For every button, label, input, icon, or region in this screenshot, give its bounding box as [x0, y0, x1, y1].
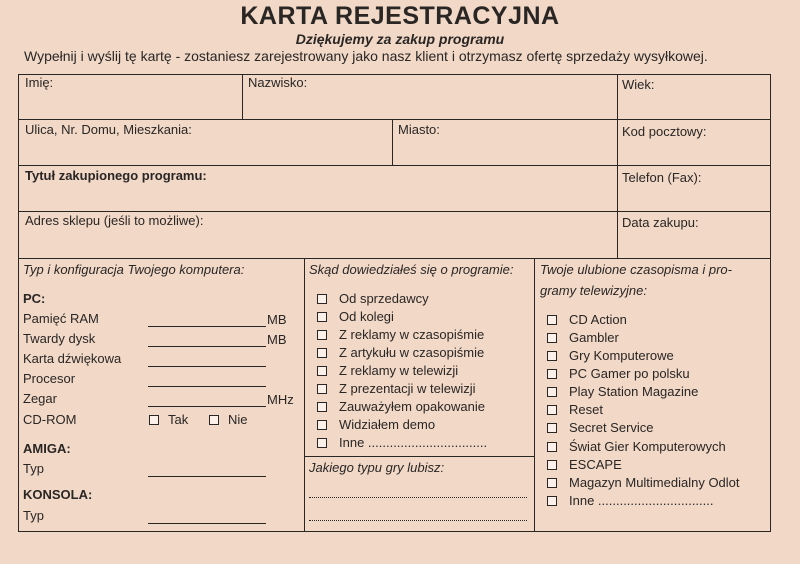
checkbox[interactable]: [317, 366, 327, 376]
checkbox[interactable]: [547, 351, 557, 361]
source-option[interactable]: [317, 327, 484, 342]
option-label: Widziałem demo: [339, 417, 436, 432]
amiga-type-input[interactable]: [148, 476, 266, 477]
row-divider: [18, 211, 771, 212]
option-label: Z artykułu w czasopiśmie: [339, 345, 485, 360]
col-divider: [304, 258, 305, 532]
cpu-label: Procesor: [23, 371, 76, 386]
clock-label: Zegar: [23, 391, 57, 406]
magazine-option[interactable]: [547, 312, 627, 327]
magazine-option[interactable]: [547, 420, 654, 435]
row-divider: [617, 165, 771, 166]
source-option[interactable]: [317, 417, 435, 432]
option-label: Zauważyłem opakowanie: [339, 399, 485, 414]
source-option[interactable]: [317, 435, 487, 450]
checkbox[interactable]: [317, 312, 327, 322]
pc-label: PC:: [23, 291, 46, 306]
first-name-field[interactable]: Imię:: [25, 75, 54, 90]
games-heading: Jakiego typu gry lubisz:: [309, 460, 445, 475]
cpu-input[interactable]: [148, 386, 266, 387]
option-label: Magazyn Multimedialny Odlot: [569, 475, 740, 490]
option-label: Inne .................................: [339, 435, 488, 450]
checkbox[interactable]: [547, 442, 557, 452]
checkbox[interactable]: [317, 384, 327, 394]
option-label: Inne ................................: [569, 493, 714, 508]
source-option[interactable]: [317, 381, 476, 396]
checkbox[interactable]: [317, 420, 327, 430]
checkbox[interactable]: [317, 438, 327, 448]
hdd-unit: MB: [267, 332, 287, 347]
col-divider: [242, 74, 243, 120]
col-divider: [617, 74, 618, 259]
magazine-option[interactable]: [547, 402, 603, 417]
computer-heading: Typ i konfiguracja Twojego komputera:: [23, 262, 245, 277]
cdrom-yes-label: Tak: [168, 412, 189, 427]
row-divider: [18, 165, 618, 166]
shop-address-field[interactable]: Adres sklepu (jeśli to możliwe):: [25, 213, 204, 228]
hdd-input[interactable]: [148, 346, 266, 347]
checkbox[interactable]: [547, 496, 557, 506]
postal-code-field[interactable]: Kod pocztowy:: [622, 124, 707, 139]
checkbox[interactable]: [547, 369, 557, 379]
col-divider: [392, 119, 393, 166]
program-title-field[interactable]: Tytuł zakupionego programu:: [25, 168, 207, 183]
magazine-option[interactable]: [547, 493, 714, 508]
magazines-heading-cont: gramy telewizyjne:: [540, 283, 647, 298]
option-label: Z reklamy w czasopiśmie: [339, 327, 485, 342]
option-label: Świat Gier Komputerowych: [569, 439, 726, 454]
hdd-label: Twardy dysk: [23, 331, 96, 346]
card-intro: Wypełnij i wyślij tę kartę - zostaniesz zarejestrowany jako nasz klient i otrzymasz ofertę sprzedaży wysyłkowej.: [24, 48, 708, 64]
option-label: Z prezentacji w telewizji: [339, 381, 476, 396]
console-type-input[interactable]: [148, 523, 266, 524]
magazine-option[interactable]: [547, 384, 698, 399]
cdrom-no-option[interactable]: [209, 412, 248, 427]
checkbox[interactable]: [317, 330, 327, 340]
option-label: Secret Service: [569, 420, 654, 435]
magazine-option[interactable]: [547, 330, 619, 345]
clock-unit: MHz: [267, 392, 294, 407]
amiga-label: AMIGA:: [23, 441, 71, 456]
magazine-option[interactable]: [547, 475, 740, 490]
checkbox[interactable]: [547, 478, 557, 488]
checkbox[interactable]: [317, 294, 327, 304]
card-subtitle: Dziękujemy za zakup programu: [295, 31, 505, 47]
checkbox[interactable]: [547, 423, 557, 433]
amiga-type-label: Typ: [23, 461, 44, 476]
option-label: Od kolegi: [339, 309, 394, 324]
magazine-option[interactable]: [547, 457, 622, 472]
option-label: Gambler: [569, 330, 619, 345]
checkbox[interactable]: [317, 402, 327, 412]
source-option[interactable]: [317, 291, 429, 306]
source-heading: Skąd dowiedziałeś się o programie:: [309, 262, 514, 277]
option-label: Reset: [569, 402, 603, 417]
magazine-option[interactable]: [547, 439, 726, 454]
games-input-line[interactable]: [309, 497, 527, 498]
checkbox[interactable]: [317, 348, 327, 358]
source-option[interactable]: [317, 363, 458, 378]
option-label: Od sprzedawcy: [339, 291, 429, 306]
checkbox[interactable]: [547, 460, 557, 470]
console-label: KONSOLA:: [23, 487, 93, 502]
clock-input[interactable]: [148, 406, 266, 407]
checkbox[interactable]: [547, 405, 557, 415]
ram-input[interactable]: [148, 326, 266, 327]
upper-form-grid: [18, 74, 771, 259]
checkbox[interactable]: [547, 333, 557, 343]
option-label: Z reklamy w telewizji: [339, 363, 459, 378]
magazines-heading: Twoje ulubione czasopisma i pro-: [540, 262, 732, 277]
option-label: Play Station Magazine: [569, 384, 699, 399]
console-type-label: Typ: [23, 508, 44, 523]
source-option[interactable]: [317, 345, 484, 360]
cdrom-yes-option[interactable]: [149, 412, 188, 427]
phone-field[interactable]: Telefon (Fax):: [622, 170, 702, 185]
row-divider: [304, 456, 535, 457]
source-option[interactable]: [317, 399, 485, 414]
ram-label: Pamięć RAM: [23, 311, 99, 326]
age-field[interactable]: Wiek:: [622, 77, 655, 92]
checkbox[interactable]: [209, 415, 219, 425]
city-field[interactable]: Miasto:: [398, 122, 440, 137]
purchase-date-field[interactable]: Data zakupu:: [622, 215, 699, 230]
checkbox[interactable]: [149, 415, 159, 425]
col-divider: [534, 258, 535, 532]
option-label: ESCAPE: [569, 457, 622, 472]
card-title: KARTA REJESTRACYJNA: [240, 2, 560, 30]
games-input-line[interactable]: [309, 520, 527, 521]
cdrom-no-label: Nie: [228, 412, 248, 427]
option-label: Gry Komputerowe: [569, 348, 674, 363]
checkbox[interactable]: [547, 315, 557, 325]
sound-input[interactable]: [148, 366, 266, 367]
option-label: PC Gamer po polsku: [569, 366, 690, 381]
last-name-field[interactable]: Nazwisko:: [248, 75, 308, 90]
source-option[interactable]: [317, 309, 394, 324]
checkbox[interactable]: [547, 387, 557, 397]
sound-label: Karta dźwiękowa: [23, 351, 122, 366]
option-label: CD Action: [569, 312, 627, 327]
row-divider: [18, 119, 771, 120]
magazine-option[interactable]: [547, 366, 690, 381]
ram-unit: MB: [267, 312, 287, 327]
street-field[interactable]: Ulica, Nr. Domu, Mieszkania:: [25, 122, 192, 137]
magazine-option[interactable]: [547, 348, 674, 363]
cdrom-label: CD-ROM: [23, 412, 77, 427]
